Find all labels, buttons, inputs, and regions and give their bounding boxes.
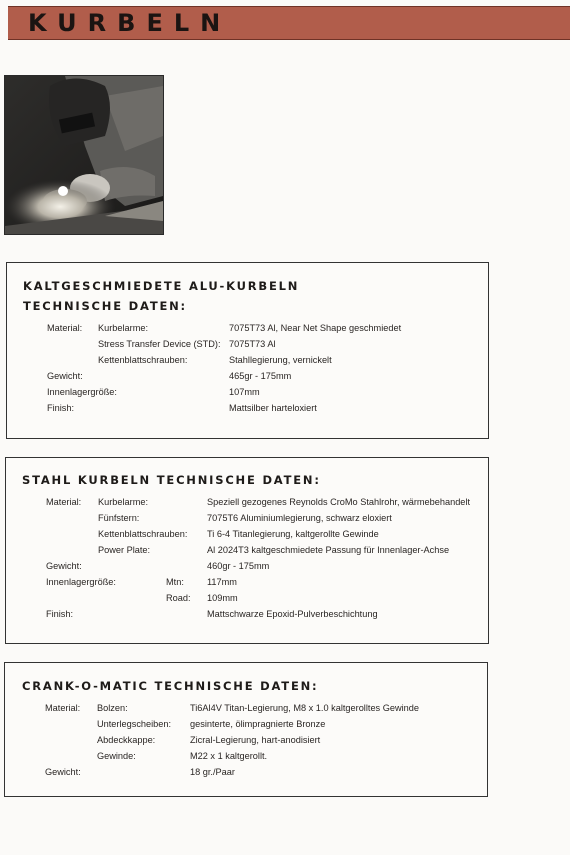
spec-row	[46, 607, 478, 623]
spec-row	[46, 527, 478, 543]
spec-row	[45, 765, 477, 781]
alu-cranks-section	[6, 262, 489, 439]
header-banner	[8, 6, 570, 40]
spec-row	[45, 701, 477, 717]
spec-label: Gewicht:	[46, 561, 82, 571]
spec-value: 7075T73 Al, Near Net Shape geschmiedet	[229, 323, 402, 333]
spec-value: Mattsilber harteloxiert	[229, 403, 317, 413]
spec-sub: Road:	[166, 593, 191, 603]
spec-sub: Kettenblattschrauben:	[98, 529, 188, 539]
spec-sub: Bolzen:	[97, 703, 128, 713]
spec-label: Material:	[46, 497, 82, 507]
spec-row	[47, 337, 477, 353]
spec-value: Zicral-Legierung, hart-anodisiert	[190, 735, 321, 745]
spec-value: gesinterte, ölimpragnierte Bronze	[190, 719, 326, 729]
spec-row	[45, 749, 477, 765]
welding-photo	[4, 75, 164, 235]
spec-sub: Mtn:	[166, 577, 184, 587]
spec-label: Finish:	[46, 609, 74, 619]
spec-label: Innenlagergröße:	[47, 387, 117, 397]
spec-row	[46, 575, 478, 591]
spec-value: 18 gr./Paar	[190, 767, 235, 777]
welder-image	[5, 76, 163, 234]
spec-value: Mattschwarze Epoxid-Pulverbeschichtung	[207, 609, 378, 619]
spec-sub: Power Plate:	[98, 545, 151, 555]
spec-sub: Unterlegscheiben:	[97, 719, 172, 729]
spec-label: Material:	[47, 323, 83, 333]
spec-row	[45, 733, 477, 749]
spec-row	[46, 543, 478, 559]
spec-value: 7075T6 Aluminiumlegierung, schwarz eloxiert	[207, 513, 392, 523]
spec-row	[47, 401, 477, 417]
spec-value: Ti6Al4V Titan-Legierung, M8 x 1.0 kaltgerolltes Gewinde	[190, 703, 419, 713]
spec-value: Stahllegierung, vernickelt	[229, 355, 332, 365]
spec-label: Gewicht:	[45, 767, 81, 777]
spec-row	[46, 511, 478, 527]
stahl-cranks-section	[5, 457, 489, 644]
section-title: STAHL KURBELN TECHNISCHE DATEN:	[22, 473, 321, 487]
section-subtitle: TECHNISCHE DATEN:	[23, 299, 187, 313]
spec-value: 109mm	[207, 593, 238, 603]
spec-sub: Abdeckkappe:	[97, 735, 156, 745]
spec-row	[47, 353, 477, 369]
spec-label: Innenlagergröße:	[46, 577, 116, 587]
spec-value: 7075T73 Al	[229, 339, 276, 349]
spec-label: Gewicht:	[47, 371, 83, 381]
spec-label: Finish:	[47, 403, 75, 413]
spec-row	[47, 385, 477, 401]
spec-row	[45, 717, 477, 733]
section-title: CRANK-O-MATIC TECHNISCHE DATEN:	[22, 679, 319, 693]
spec-row	[46, 559, 478, 575]
spec-row	[47, 369, 477, 385]
spec-value: Ti 6-4 Titanlegierung, kaltgerollte Gewinde	[207, 529, 379, 539]
spec-row	[46, 495, 478, 511]
spec-sub: Stress Transfer Device (STD):	[98, 339, 221, 349]
page-title: KURBELN	[28, 9, 232, 37]
spec-value: 460gr - 175mm	[207, 561, 270, 571]
spec-row	[47, 321, 477, 337]
spec-sub: Fünfstern:	[98, 513, 140, 523]
spec-value: 107mm	[229, 387, 260, 397]
spec-sub: Gewinde:	[97, 751, 136, 761]
spec-sub: Kettenblattschrauben:	[98, 355, 188, 365]
spec-value: Speziell gezogenes Reynolds CroMo Stahlrohr, wärmebehandelt	[207, 497, 471, 507]
spec-label: Material:	[45, 703, 81, 713]
spec-value: 117mm	[207, 577, 237, 587]
spec-sub: Kurbelarme:	[98, 323, 149, 333]
spec-value: M22 x 1 kaltgerollt.	[190, 751, 268, 761]
spec-value: 465gr - 175mm	[229, 371, 292, 381]
spec-value: Al 2024T3 kaltgeschmiedete Passung für Innenlager-Achse	[207, 545, 450, 555]
section-title: KALTGESCHMIEDETE ALU-KURBELN	[23, 279, 300, 293]
spec-row	[46, 591, 478, 607]
spec-sub: Kurbelarme:	[98, 497, 149, 507]
crank-o-matic-section	[4, 662, 488, 797]
